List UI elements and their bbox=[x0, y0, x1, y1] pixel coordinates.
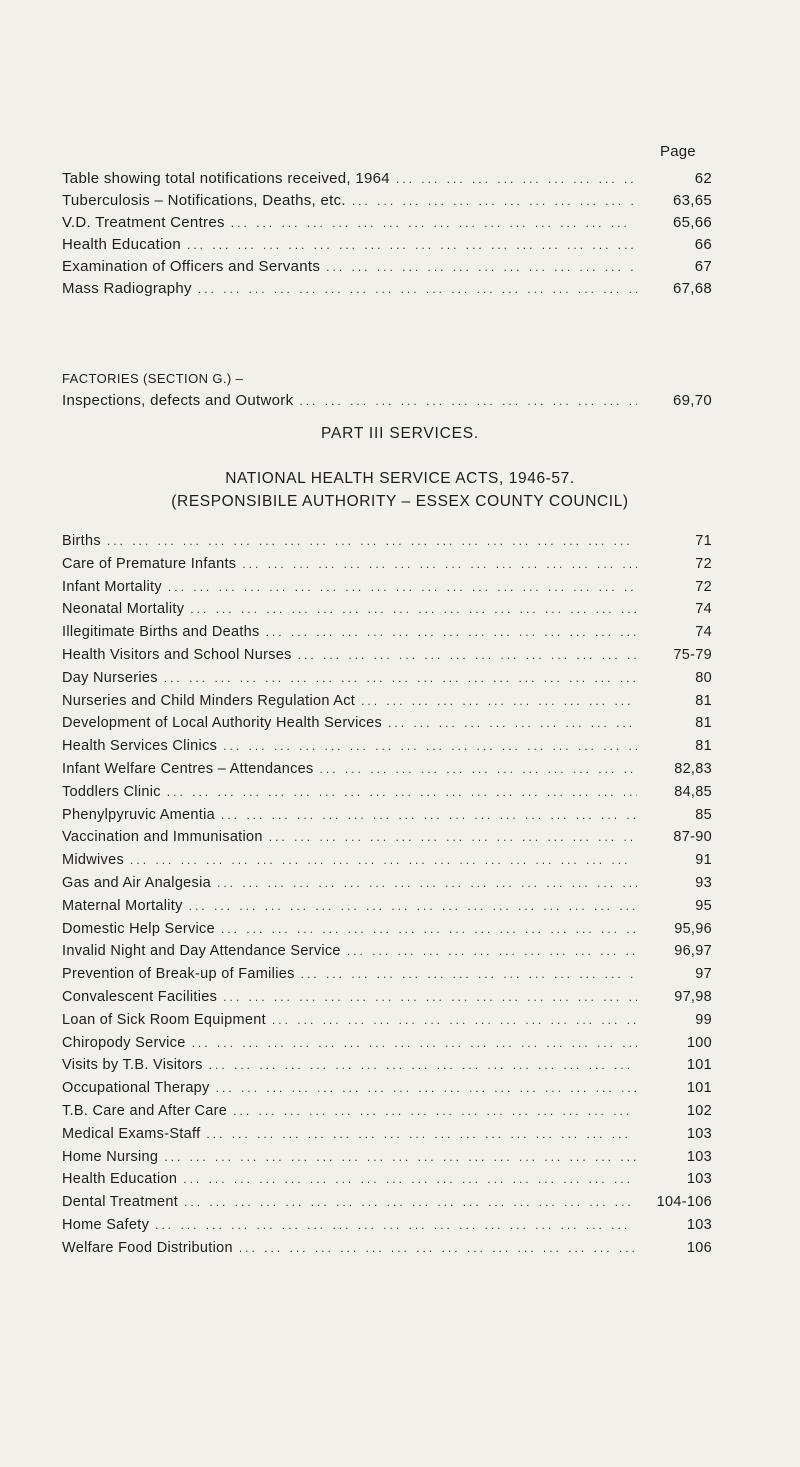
leader-dots bbox=[266, 625, 637, 639]
index-row bbox=[62, 1240, 712, 1263]
entry-label: Health Visitors and School Nurses bbox=[62, 646, 292, 663]
entry-label: Development of Local Authority Health Services bbox=[62, 715, 383, 732]
leader-dots bbox=[155, 1218, 637, 1232]
index-row bbox=[62, 1149, 712, 1172]
entry-label: Infant Mortality bbox=[62, 578, 162, 595]
factories-entry bbox=[62, 392, 712, 414]
index-row bbox=[62, 647, 712, 670]
index-row bbox=[62, 761, 712, 784]
index-row bbox=[62, 601, 712, 624]
entry-page: 103 bbox=[686, 1216, 712, 1233]
index-row bbox=[62, 1103, 712, 1126]
index-row bbox=[62, 921, 712, 944]
entry-page: 95 bbox=[695, 897, 712, 914]
leader-dots bbox=[187, 238, 637, 252]
entry-label: Home Nursing bbox=[62, 1148, 159, 1165]
leader-dots bbox=[361, 694, 637, 708]
entry-page: 97 bbox=[695, 966, 712, 983]
index-row bbox=[62, 214, 712, 236]
entry-label: Prevention of Break-up of Families bbox=[62, 966, 295, 983]
index-row bbox=[62, 258, 712, 280]
index-row bbox=[62, 280, 712, 302]
entry-page: 104-106 bbox=[656, 1194, 712, 1211]
entry-page: 100 bbox=[686, 1034, 712, 1051]
entry-page: 75-79 bbox=[673, 646, 712, 663]
entry-label: Maternal Mortality bbox=[62, 897, 183, 914]
leader-dots bbox=[301, 967, 637, 981]
index-row bbox=[62, 236, 712, 258]
entry-page: 82,83 bbox=[674, 760, 712, 777]
entry-page: 91 bbox=[695, 852, 712, 869]
leader-dots bbox=[216, 1081, 637, 1095]
entry-label: Gas and Air Analgesia bbox=[62, 874, 211, 891]
factories-heading: FACTORIES (SECTION G.) – bbox=[62, 371, 244, 386]
entry-label: Health Education bbox=[62, 1171, 178, 1188]
entry-label: Phenylpyruvic Amentia bbox=[62, 806, 215, 823]
leader-dots bbox=[223, 739, 637, 753]
leader-dots bbox=[189, 899, 637, 913]
index-row bbox=[62, 1057, 712, 1080]
entry-label: Infant Welfare Centres – Attendances bbox=[62, 760, 314, 777]
leader-dots bbox=[233, 1104, 637, 1118]
index-row bbox=[62, 829, 712, 852]
leader-dots bbox=[130, 853, 637, 867]
index-row bbox=[62, 1194, 712, 1217]
entry-label: Midwives bbox=[62, 852, 125, 869]
leader-dots bbox=[221, 808, 637, 822]
leader-dots bbox=[298, 648, 637, 662]
services-index-list bbox=[62, 533, 712, 1263]
entry-label: Day Nurseries bbox=[62, 669, 158, 686]
leader-dots bbox=[231, 216, 637, 230]
entry-page: 66 bbox=[694, 236, 712, 253]
entry-page: 81 bbox=[695, 715, 712, 732]
leader-dots bbox=[190, 602, 637, 616]
page-column-heading: Page bbox=[660, 143, 696, 160]
leader-dots bbox=[272, 1013, 637, 1027]
index-row bbox=[62, 1217, 712, 1240]
index-row bbox=[62, 192, 712, 214]
index-row bbox=[62, 579, 712, 602]
top-index-list bbox=[62, 170, 712, 302]
leader-dots bbox=[320, 762, 637, 776]
leader-dots bbox=[209, 1058, 637, 1072]
entry-page: 62 bbox=[694, 170, 712, 187]
entry-page: 101 bbox=[686, 1057, 712, 1074]
index-row bbox=[62, 875, 712, 898]
entry-label: Illegitimate Births and Deaths bbox=[62, 624, 260, 641]
part-title: PART III SERVICES. bbox=[321, 425, 479, 442]
entry-label: Health Services Clinics bbox=[62, 738, 218, 755]
entry-page: 67,68 bbox=[672, 280, 712, 297]
entry-label: Welfare Food Distribution bbox=[62, 1239, 233, 1256]
index-row bbox=[62, 715, 712, 738]
leader-dots bbox=[347, 944, 637, 958]
index-row bbox=[62, 784, 712, 807]
entry-page: 80 bbox=[695, 669, 712, 686]
entry-page: 84,85 bbox=[674, 783, 712, 800]
leader-dots bbox=[388, 716, 637, 730]
entry-page: 72 bbox=[695, 555, 712, 572]
leader-dots bbox=[217, 876, 637, 890]
index-row bbox=[62, 1012, 712, 1035]
leader-dots bbox=[396, 172, 637, 186]
index-row bbox=[62, 556, 712, 579]
entry-label: Table showing total notifications received, 1964 bbox=[62, 170, 390, 187]
entry-label: Dental Treatment bbox=[62, 1194, 179, 1211]
index-row bbox=[62, 989, 712, 1012]
entry-label: Neonatal Mortality bbox=[62, 601, 185, 618]
entry-label: Medical Exams-Staff bbox=[62, 1125, 201, 1142]
leader-dots bbox=[352, 194, 637, 208]
entry-label: Loan of Sick Room Equipment bbox=[62, 1011, 266, 1028]
entry-label: Health Education bbox=[62, 236, 182, 253]
entry-page: 87-90 bbox=[673, 829, 712, 846]
entry-page: 95,96 bbox=[674, 920, 712, 937]
entry-page: 93 bbox=[695, 874, 712, 891]
entry-label: Inspections, defects and Outwork bbox=[62, 392, 294, 409]
entry-page: 99 bbox=[695, 1011, 712, 1028]
index-row bbox=[62, 533, 712, 556]
leader-dots bbox=[242, 557, 637, 571]
leader-dots bbox=[221, 922, 637, 936]
entry-label: V.D. Treatment Centres bbox=[62, 214, 225, 231]
leader-dots bbox=[223, 990, 637, 1004]
entry-page: 67 bbox=[694, 258, 712, 275]
leader-dots bbox=[192, 1036, 637, 1050]
entry-page: 103 bbox=[686, 1171, 712, 1188]
index-row bbox=[62, 1171, 712, 1194]
entry-label: Births bbox=[62, 533, 101, 549]
entry-label: Home Safety bbox=[62, 1216, 150, 1233]
entry-label: T.B. Care and After Care bbox=[62, 1102, 228, 1119]
leader-dots bbox=[198, 282, 637, 296]
entry-page: 81 bbox=[695, 692, 712, 709]
entry-page: 106 bbox=[686, 1239, 712, 1256]
entry-label: Examination of Officers and Servants bbox=[62, 258, 321, 275]
entry-page: 71 bbox=[695, 533, 712, 549]
leader-dots bbox=[168, 580, 637, 594]
leader-dots bbox=[299, 394, 637, 408]
entry-page: 102 bbox=[686, 1102, 712, 1119]
entry-label: Vaccination and Immunisation bbox=[62, 829, 263, 846]
entry-label: Invalid Night and Day Attendance Service bbox=[62, 943, 341, 960]
index-row bbox=[62, 898, 712, 921]
entry-label: Nurseries and Child Minders Regulation Act bbox=[62, 692, 356, 709]
nhs-act-subtitle: (RESPONSIBILE AUTHORITY – ESSEX COUNTY COUNCIL) bbox=[171, 493, 629, 510]
entry-label: Convalescent Facilities bbox=[62, 988, 218, 1005]
index-row bbox=[62, 1126, 712, 1149]
index-row bbox=[62, 624, 712, 647]
leader-dots bbox=[183, 1172, 637, 1186]
index-row bbox=[62, 966, 712, 989]
entry-page: 81 bbox=[695, 738, 712, 755]
entry-page: 74 bbox=[695, 601, 712, 618]
entry-page: 103 bbox=[686, 1148, 712, 1165]
index-row bbox=[62, 392, 712, 414]
leader-dots bbox=[107, 534, 637, 548]
entry-page: 63,65 bbox=[672, 192, 712, 209]
index-row bbox=[62, 1035, 712, 1058]
leader-dots bbox=[269, 830, 637, 844]
entry-page: 97,98 bbox=[674, 988, 712, 1005]
index-row bbox=[62, 170, 712, 192]
index-row bbox=[62, 1080, 712, 1103]
entry-page: 103 bbox=[686, 1125, 712, 1142]
entry-label: Care of Premature Infants bbox=[62, 555, 237, 572]
entry-label: Chiropody Service bbox=[62, 1034, 186, 1051]
entry-page: 65,66 bbox=[672, 214, 712, 231]
leader-dots bbox=[167, 785, 637, 799]
leader-dots bbox=[164, 1150, 637, 1164]
leader-dots bbox=[184, 1195, 637, 1209]
entry-page: 69,70 bbox=[672, 392, 712, 409]
index-row bbox=[62, 693, 712, 716]
index-row bbox=[62, 943, 712, 966]
index-row bbox=[62, 738, 712, 761]
entry-page: 72 bbox=[695, 578, 712, 595]
leader-dots bbox=[326, 260, 637, 274]
leader-dots bbox=[206, 1127, 637, 1141]
index-row bbox=[62, 670, 712, 693]
entry-page: 74 bbox=[695, 624, 712, 641]
entry-label: Tuberculosis – Notifications, Deaths, etc. bbox=[62, 192, 346, 209]
entry-label: Mass Radiography bbox=[62, 280, 192, 297]
entry-page: 101 bbox=[686, 1080, 712, 1097]
entry-label: Occupational Therapy bbox=[62, 1080, 210, 1097]
entry-label: Visits by T.B. Visitors bbox=[62, 1057, 203, 1074]
index-row bbox=[62, 852, 712, 875]
entry-label: Toddlers Clinic bbox=[62, 783, 161, 800]
entry-page: 85 bbox=[695, 806, 712, 823]
leader-dots bbox=[239, 1241, 637, 1255]
nhs-act-title: NATIONAL HEALTH SERVICE ACTS, 1946-57. bbox=[225, 470, 575, 487]
entry-page: 96,97 bbox=[674, 943, 712, 960]
index-row bbox=[62, 807, 712, 830]
leader-dots bbox=[164, 671, 637, 685]
entry-label: Domestic Help Service bbox=[62, 920, 215, 937]
